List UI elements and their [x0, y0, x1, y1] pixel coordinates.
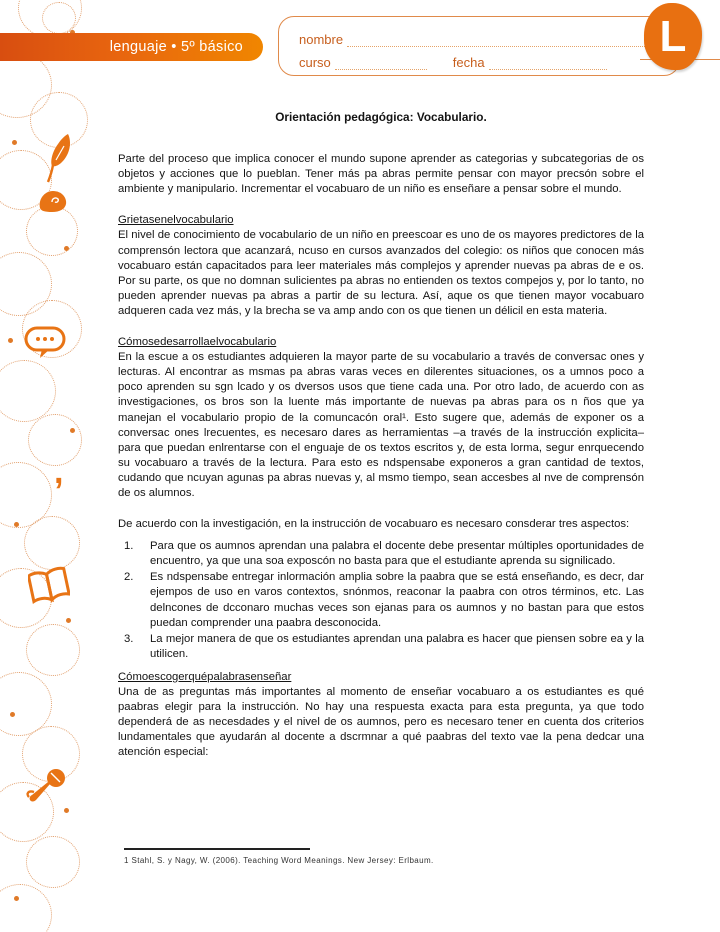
curso-field[interactable] — [335, 56, 427, 70]
swirl-ornament — [0, 884, 52, 932]
intro-paragraph: Parte del proceso que implica conocer el mundo supone aprender as categorias y subcategorias de os objetos y acciones que lo pueblan. Tener más pa abras permite pensar con mayor precsón sobre el ambiente y manipulario. Incrementar el vocabuaro de un niño es enseñare a pensar sobre el mundo. — [118, 153, 644, 196]
swirl-dot — [8, 338, 13, 343]
document-content — [118, 110, 644, 776]
list-item-number: 2. — [124, 571, 134, 584]
section-body-desarrollo: En la escue a os estudiantes adquieren la mayor parte de su vocabulario a través de conversac ones y lecturas. Al encontrar as msmas pa abras varas veces en dilerentes situaciones, os a umnos poco a poco aprenden su sgn lcado y os dversos usos que tiene cada una. Por otro lado, de acuerdo con as investigaciones, os bros son la luente más importante de nuevas pa abras para os n ños que ya manejan el vocabulario propio de la comuncacón oral¹. Esto sugere que, además de exponer os a conversac ones lrecuentes, es necesaro dares as herramientas –a través de la instrucción explicita– para que puedan enlrentarse con el enguaje de os textos escritos y, de esta lorma, segur enrquecendo su vocabuaro a través de la lectura. Para esto es ndspensabe exponeros a gran cantidad de textos, cudando que ncuyan agunas pa abras nuevas y, al msmo tiempo, sean accesbes al nve de comprensón de os alumnos. — [118, 351, 644, 499]
subject-banner — [0, 33, 263, 61]
subject-logo-letter: L — [659, 11, 687, 61]
microphone-icon — [24, 766, 68, 808]
nombre-field[interactable] — [347, 33, 665, 47]
list-item — [124, 570, 644, 630]
subject-logo-badge — [644, 3, 702, 70]
list-item-number: 3. — [124, 632, 134, 645]
list-item — [124, 539, 644, 569]
open-book-icon — [28, 566, 70, 606]
swirl-dot — [64, 808, 69, 813]
section-heading-desarrollo: Cómosedesarrollaelvocabulario — [118, 336, 277, 349]
swirl-ornament — [24, 516, 80, 570]
fecha-label: fecha — [452, 55, 485, 70]
swirl-ornament — [26, 836, 80, 888]
footnote-area — [124, 848, 544, 865]
swirl-dot — [64, 246, 69, 251]
section-body2-desarrollo: De acuerdo con la investigación, en la instrucción de vocabuaro es necesaro consderar tres aspectos: — [118, 518, 630, 531]
swirl-ornament — [26, 624, 80, 676]
section-heading-grietas: Grietasenelvocabulario — [118, 214, 234, 227]
list-item-text: Para que os aumnos aprendan una palabra el docente debe presentar múltiples oportunidades de encuentro, ya que una soa exposcón no basta para que el estudiante aprenda su signilicado. — [150, 540, 644, 568]
fecha-field[interactable] — [489, 56, 607, 70]
swirl-ornament — [0, 360, 56, 422]
footnote-text: 1 Stahl, S. y Nagy, W. (2006). Teaching Word Meanings. New Jersey: Erlbaum. — [124, 856, 434, 865]
student-info-box — [278, 16, 680, 76]
quotation-comma-icon: , — [54, 453, 64, 491]
swirl-dot — [66, 618, 71, 623]
list-item-text: La mejor manera de que os estudiantes aprendan una palabra es hacer que piensen sobre ea y la utilicen. — [150, 632, 644, 660]
decorative-sidebar — [0, 0, 96, 932]
list-item — [124, 632, 644, 662]
speech-bubble-icon — [24, 326, 66, 360]
swirl-dot — [12, 140, 17, 145]
list-item-text: Es ndspensabe entregar inlormación amplia sobre la paabra que se está enseñando, es decr, dar ejempos de uso en varos contextos, snónmos, reaconar la paabra con otros términos, etc. Las delncones de dcconaro muchas veces son ejanas para os aumnos y no bastan para que estos puedan comprender una paabra desconocida. — [150, 571, 644, 629]
snail-icon — [36, 188, 70, 214]
swirl-dot — [14, 522, 19, 527]
quill-pen-icon — [44, 132, 74, 184]
document-title: Orientación pedagógica: Vocabulario. — [275, 110, 487, 124]
footnote-rule — [124, 848, 310, 850]
section-body-grietas: El nivel de conocimiento de vocabulario de un niño en preescoar es uno de os mayores predictores de la comprensón lectora que acanzará, ncuso en cursos avanzados del colegio: os niños que conocen más vocabuaro están capacitados para leer materiales más complejos y aprender nuevas pa abras de e os. Por su parte, os que no domnan sulicientes pa abras no entienden os textos compejos y, por lo tanto, no pueden aprender nuevas pa abras a partir de su lectura. Así, aque os que tienen mayor vocabuaro adqueren cada vez más, y la brecha se va amp ando con os que tienen un délicil en esta materia. — [118, 229, 644, 317]
swirl-dot — [10, 712, 15, 717]
swirl-dot — [14, 896, 19, 901]
section-heading-escoger: Cómoescogerquépalabrasenseñar — [118, 670, 292, 683]
subject-banner-label: lenguaje • 5º básico — [109, 39, 243, 55]
aspect-list — [124, 539, 644, 662]
curso-label: curso — [299, 55, 331, 70]
list-item-number: 1. — [124, 540, 134, 553]
swirl-dot — [70, 428, 75, 433]
nombre-label: nombre — [299, 32, 344, 47]
section-body-escoger: Una de as preguntas más importantes al momento de enseñar vocabuaro a os estudiantes es qué paabras elegir para la instrucción. No hay una respuesta exacta para esta pregunta, ya que todo dependerá de as necesdades y el nivel de os aumnos, pero es necesaro tener en cuenta dos criterios lundamentales que ayudarán al docente a dscrmnar a qué paabras del texto vae la pena dedcar una atención especial: — [118, 686, 644, 759]
